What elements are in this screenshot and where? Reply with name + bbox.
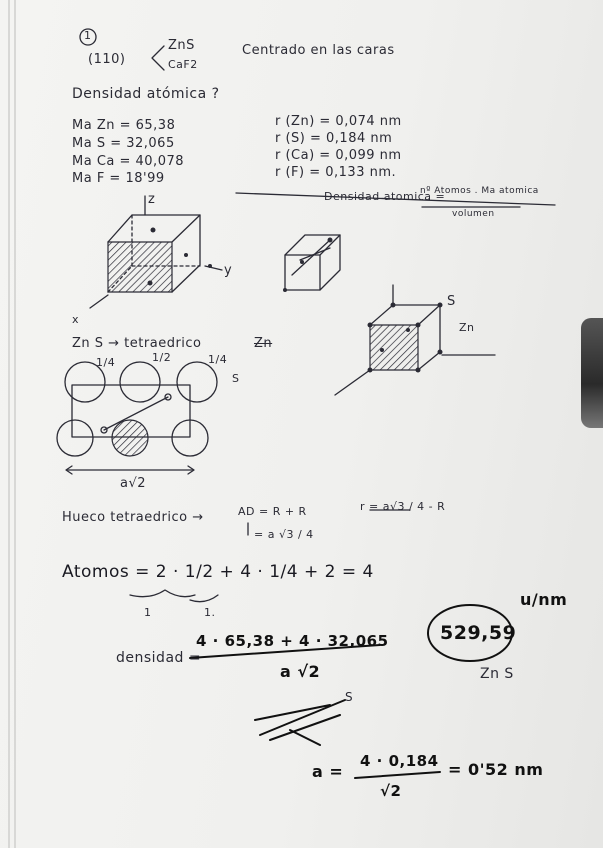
bracket-mark (152, 46, 164, 70)
problem-number: 1 (84, 29, 92, 42)
tetra-heading: Zn S → tetraedrico (72, 336, 202, 351)
mass-ca: Ma Ca = 40,078 (72, 154, 185, 169)
miller-index: (110) (88, 52, 126, 67)
axis-label-y: y (224, 263, 233, 278)
fraction-quarter-right: 1/4 (208, 353, 228, 366)
label-zn: Zn (459, 321, 475, 334)
centered-note: Centrado en las caras (242, 43, 395, 58)
cube-diagram-2 (335, 285, 495, 395)
fraction-half: 1/2 (152, 351, 172, 364)
crossed-out-scribble (255, 700, 345, 745)
radius-s: r (S) = 0,184 nm (275, 131, 393, 146)
mass-s: Ma S = 32,065 (72, 136, 175, 151)
compound-top: ZnS (168, 38, 195, 53)
crossed-note: S (345, 690, 354, 704)
mass-f: Ma F = 18'99 (72, 171, 165, 186)
brace-2 (190, 595, 218, 602)
a-result: = 0'52 nm (448, 760, 544, 779)
r-formula: r = a√3 / 4 - R (360, 500, 446, 513)
tetra-strike: Zn (254, 336, 273, 351)
cube-diagram-small (283, 235, 340, 292)
axis-label-x: x (72, 313, 80, 326)
delta-equation: AD = R + R (238, 505, 307, 518)
a-equals: a = (312, 762, 344, 781)
formula-left: Densidad atomica = (324, 190, 446, 203)
density-label: densidad = (116, 650, 202, 666)
a-numerator: 4 · 0,184 (360, 752, 439, 770)
a-denominator: √2 (380, 782, 402, 800)
result-subtitle: Zn S (480, 666, 514, 682)
density-result: 529,59 (440, 622, 517, 644)
radius-ca: r (Ca) = 0,099 nm (275, 148, 402, 163)
density-denominator: a √2 (280, 662, 321, 681)
density-units: u/nm (520, 590, 568, 609)
brace-1 (130, 590, 195, 597)
hueco-text: Hueco tetraedrico → (62, 510, 204, 525)
density-numerator: 4 · 65,38 + 4 · 32,065 (196, 632, 389, 650)
formula-denominator: volumen (452, 209, 495, 219)
label-s: S (447, 294, 456, 309)
atoms-equation: Atomos = 2 · 1/2 + 4 · 1/4 + 2 = 4 (62, 562, 374, 582)
plane-atoms-diagram (57, 362, 217, 474)
mass-zn: Ma Zn = 65,38 (72, 118, 176, 133)
length-a-sqrt2: a√2 (120, 476, 147, 491)
axis-label-z: z (148, 192, 156, 207)
brace-label-2: 1. (204, 606, 216, 619)
cube-diagram-1 (90, 196, 222, 308)
formula-numerator: nº Atomos . Ma atomica (420, 186, 539, 196)
question-text: Densidad atómica ? (72, 86, 220, 102)
compound-bottom: CaF2 (168, 58, 198, 71)
fraction-quarter-left: 1/4 (96, 356, 116, 369)
radius-zn: r (Zn) = 0,074 nm (275, 114, 402, 129)
label-s-side: S (232, 372, 240, 385)
radius-f: r (F) = 0,133 nm. (275, 165, 397, 180)
delta-equation-2: = a √3 / 4 (254, 528, 314, 541)
brace-label-1: 1 (144, 606, 152, 619)
a-fraction-bar (355, 772, 440, 778)
